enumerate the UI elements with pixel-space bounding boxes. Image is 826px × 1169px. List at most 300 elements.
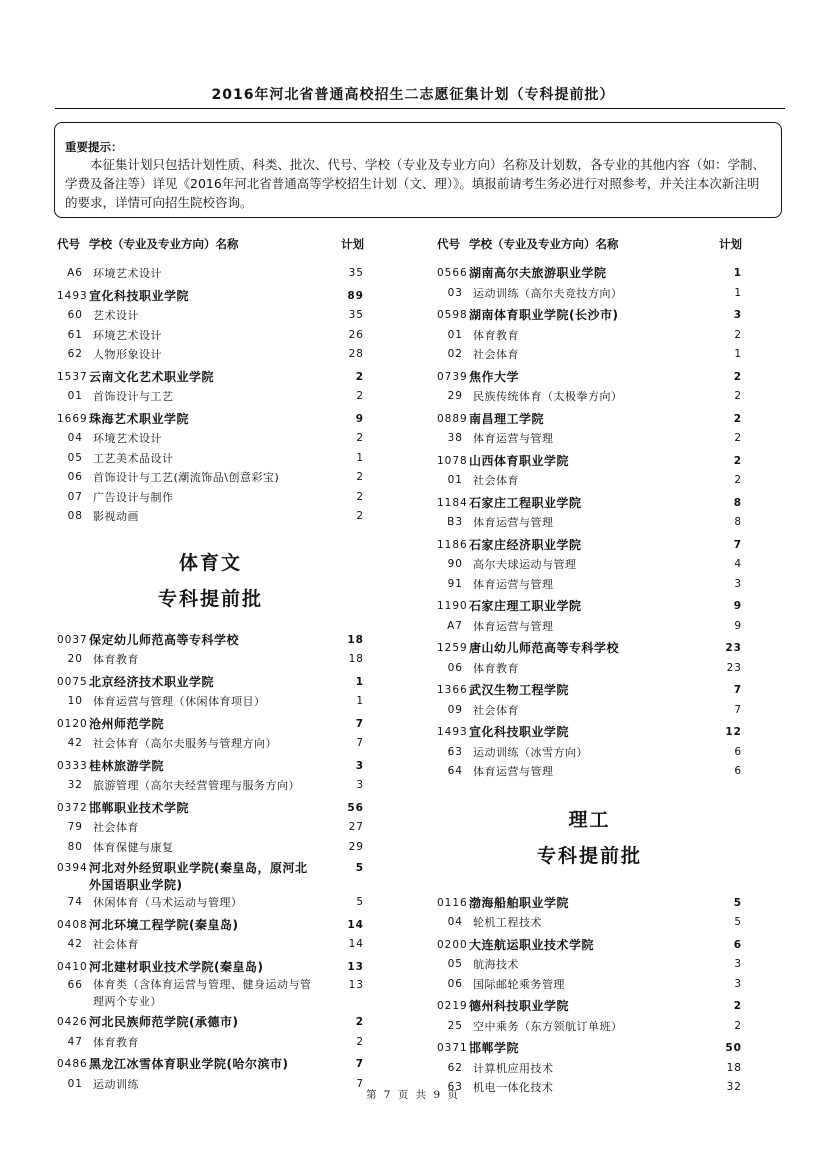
- plan-cell: 2: [734, 432, 742, 444]
- name-cell: 云南文化艺术职业学院: [89, 369, 215, 384]
- section-heading-pe-arts: [57, 527, 364, 631]
- name-cell: 大连航运职业技术学院: [469, 937, 595, 952]
- major-row: [437, 1017, 742, 1037]
- code-cell: 0120: [57, 717, 88, 730]
- notice-heading: 重要提示：: [65, 140, 123, 154]
- plan-cell: 18: [347, 633, 364, 646]
- column-header: [437, 236, 742, 254]
- code-cell: 0394: [57, 862, 88, 874]
- name-cell: 桂林旅游学院: [89, 758, 165, 773]
- code-cell: 02: [447, 348, 463, 360]
- school-row: [437, 264, 742, 284]
- name-cell: 珠海艺术职业学院: [89, 411, 190, 426]
- left-list-1: [57, 264, 364, 527]
- code-cell: 0371: [437, 1042, 468, 1054]
- header-code: 代号: [57, 237, 80, 251]
- major-row: [57, 429, 364, 449]
- code-cell: 0333: [57, 759, 88, 772]
- school-row: [437, 1039, 742, 1059]
- name-cell: 体育教育: [93, 1035, 139, 1049]
- name-cell: 体育运营与管理: [473, 516, 554, 529]
- major-row: [437, 284, 742, 304]
- school-row: [57, 958, 364, 978]
- code-cell: B3: [447, 516, 463, 528]
- right-column: [437, 236, 742, 1098]
- plan-cell: 2: [356, 471, 364, 483]
- plan-cell: 89: [347, 289, 364, 302]
- name-cell: 体育运营与管理: [473, 765, 554, 778]
- code-cell: 63: [447, 1081, 463, 1093]
- section-batch: 专科提前批: [536, 844, 642, 867]
- code-cell: 62: [67, 348, 83, 360]
- plan-cell: 8: [734, 516, 742, 528]
- title-rule: [55, 108, 785, 109]
- section-batch: 专科提前批: [157, 587, 263, 610]
- plan-cell: 2: [734, 390, 742, 402]
- plan-cell: 26: [348, 328, 364, 341]
- code-cell: 64: [447, 765, 463, 777]
- code-cell: 06: [447, 661, 463, 674]
- name-cell: 体育运营与管理: [473, 619, 554, 633]
- school-row: [57, 1013, 364, 1033]
- name-cell: 人物形象设计: [93, 348, 162, 361]
- code-cell: A6: [67, 267, 83, 279]
- name-cell: 河北对外经贸职业学院(秦皇岛，原河北外国语职业学院): [89, 861, 308, 892]
- plan-cell: 8: [733, 496, 742, 509]
- name-cell: 渤海船舶职业学院: [469, 895, 570, 910]
- name-cell: 社会体育: [473, 348, 519, 361]
- plan-cell: 4: [734, 558, 742, 570]
- section-category: 体育文: [178, 551, 242, 574]
- plan-cell: 1: [356, 451, 364, 464]
- major-row: [437, 513, 742, 533]
- school-row: [57, 1055, 364, 1075]
- plan-cell: 14: [347, 918, 364, 931]
- name-cell: 首饰设计与工艺(潮流饰品\创意彩宝): [93, 471, 280, 484]
- plan-cell: 3: [734, 577, 742, 590]
- major-row: [437, 762, 742, 782]
- plan-cell: 2: [733, 454, 742, 467]
- plan-cell: 2: [355, 1016, 364, 1028]
- name-cell: 运动训练（高尔夫竞技方向）: [473, 286, 623, 300]
- name-cell: 计算机应用技术: [473, 1061, 554, 1075]
- code-cell: 01: [447, 474, 463, 486]
- plan-cell: 29: [348, 840, 364, 853]
- plan-cell: 23: [725, 642, 742, 654]
- major-row: [57, 650, 364, 670]
- school-row: [57, 287, 364, 307]
- plan-cell: 2: [356, 510, 364, 522]
- name-cell: 石家庄经济职业学院: [469, 537, 582, 552]
- code-cell: 0566: [437, 267, 468, 279]
- name-cell: 河北建材职业技术学院(秦皇岛): [89, 959, 264, 974]
- code-cell: 61: [67, 328, 83, 341]
- plan-cell: 18: [348, 653, 364, 665]
- column-header: [57, 236, 364, 254]
- name-cell: 社会体育: [93, 938, 139, 951]
- code-cell: 05: [67, 451, 83, 464]
- plan-cell: 6: [734, 745, 742, 758]
- right-list-2: [437, 894, 742, 1098]
- school-row: [437, 723, 742, 743]
- school-row: [57, 631, 364, 651]
- code-cell: 1259: [437, 642, 468, 654]
- code-cell: 1366: [437, 684, 468, 696]
- code-cell: 60: [67, 309, 83, 321]
- plan-cell: 5: [356, 896, 364, 908]
- name-cell: 唐山幼儿师范高等专科学校: [469, 641, 620, 655]
- major-row: [57, 387, 364, 407]
- name-cell: 首饰设计与工艺: [93, 390, 174, 403]
- plan-cell: 5: [355, 862, 364, 874]
- plan-cell: 35: [348, 267, 364, 279]
- plan-cell: 3: [734, 977, 742, 990]
- name-cell: 运动训练（冰雪方向）: [473, 745, 588, 759]
- name-cell: 德州科技职业学院: [469, 999, 570, 1013]
- major-row: [57, 935, 364, 955]
- major-row: [437, 575, 742, 595]
- plan-cell: 2: [734, 474, 742, 486]
- left-list-2: [57, 631, 364, 1095]
- major-row: [437, 387, 742, 407]
- plan-cell: 35: [348, 309, 364, 321]
- plan-cell: 28: [348, 348, 364, 360]
- code-cell: 1186: [437, 538, 468, 551]
- name-cell: 高尔夫球运动与管理: [473, 558, 577, 571]
- name-cell: 保定幼儿师范高等专科学校: [89, 632, 240, 647]
- plan-cell: 2: [733, 370, 742, 383]
- school-row: [57, 368, 364, 388]
- name-cell: 河北民族师范学院(承德市): [89, 1015, 239, 1029]
- school-row: [57, 860, 364, 893]
- name-cell: 国际邮轮乘务管理: [473, 977, 565, 991]
- header-code: 代号: [437, 237, 460, 251]
- name-cell: 邯郸职业技术学院: [89, 800, 190, 815]
- school-row: [57, 757, 364, 777]
- code-cell: 1669: [57, 412, 88, 425]
- name-cell: 社会体育（高尔夫服务与管理方向）: [93, 737, 277, 750]
- name-cell: 环境艺术设计: [93, 267, 162, 280]
- code-cell: 1493: [437, 726, 468, 738]
- major-row: [57, 345, 364, 365]
- name-cell: 民族传统体育（太极拳方向）: [473, 390, 623, 403]
- plan-cell: 2: [356, 390, 364, 402]
- plan-cell: 9: [733, 600, 742, 612]
- name-cell: 社会体育: [473, 474, 519, 487]
- plan-cell: 5: [733, 896, 742, 909]
- name-cell: 山西体育职业学院: [469, 453, 570, 468]
- plan-cell: 14: [348, 938, 364, 950]
- major-row: [437, 701, 742, 721]
- plan-cell: 2: [355, 370, 364, 383]
- name-cell: 轮机工程技术: [473, 916, 542, 929]
- plan-cell: 2: [733, 1000, 742, 1012]
- school-row: [57, 799, 364, 819]
- major-row: [437, 345, 742, 365]
- code-cell: 07: [67, 490, 83, 503]
- plan-cell: 7: [733, 538, 742, 551]
- name-cell: 运动训练: [93, 1077, 139, 1091]
- major-row: [57, 468, 364, 488]
- name-cell: 体育运营与管理（休闲体育项目）: [93, 695, 266, 708]
- plan-cell: 7: [356, 737, 364, 749]
- plan-cell: 23: [726, 661, 742, 674]
- code-cell: 04: [67, 432, 83, 444]
- name-cell: 空中乘务（东方领航订单班）: [473, 1019, 623, 1033]
- name-cell: 休闲体育（马术运动与管理）: [93, 896, 243, 909]
- major-row: [57, 838, 364, 858]
- name-cell: 社会体育: [93, 821, 139, 834]
- code-cell: A7: [447, 619, 463, 632]
- name-cell: 南昌理工学院: [469, 411, 545, 426]
- major-row: [57, 776, 364, 796]
- code-cell: 0426: [57, 1016, 88, 1028]
- code-cell: 04: [447, 916, 463, 928]
- notice-box: [54, 122, 782, 218]
- code-cell: 0116: [437, 896, 468, 909]
- school-row: [57, 673, 364, 693]
- left-column: [57, 236, 364, 1094]
- school-row: [57, 410, 364, 430]
- code-cell: 1184: [437, 496, 468, 509]
- name-cell: 体育保健与康复: [93, 840, 174, 854]
- code-cell: 0037: [57, 633, 88, 646]
- plan-cell: 2: [356, 432, 364, 444]
- plan-cell: 7: [733, 684, 742, 696]
- plan-cell: 6: [734, 765, 742, 777]
- code-cell: 80: [67, 840, 83, 853]
- name-cell: 体育类（含体育运营与管理、健身运动与管理两个专业）: [93, 978, 312, 1008]
- header-plan: 计划: [341, 237, 364, 251]
- code-cell: 32: [67, 779, 83, 791]
- name-cell: 石家庄工程职业学院: [469, 495, 582, 510]
- name-cell: 广告设计与制作: [93, 490, 174, 504]
- page-title: 2016年河北省普通高校招生二志愿征集计划（专科提前批）: [211, 87, 615, 103]
- plan-cell: 27: [348, 821, 364, 833]
- name-cell: 体育教育: [473, 328, 519, 342]
- code-cell: 0219: [437, 1000, 468, 1012]
- major-row: [437, 913, 742, 933]
- plan-cell: 6: [733, 938, 742, 951]
- name-cell: 环境艺术设计: [93, 432, 162, 445]
- code-cell: 06: [447, 977, 463, 990]
- plan-cell: 1: [734, 286, 742, 299]
- school-row: [57, 715, 364, 735]
- major-row: [57, 734, 364, 754]
- plan-cell: 9: [355, 412, 364, 425]
- major-row: [57, 977, 364, 1010]
- plan-cell: 7: [355, 1058, 364, 1070]
- school-row: [437, 536, 742, 556]
- school-row: [437, 597, 742, 617]
- name-cell: 黑龙江冰雪体育职业学院(哈尔滨市): [89, 1057, 289, 1071]
- plan-cell: 1: [356, 695, 364, 707]
- major-row: [437, 743, 742, 763]
- code-cell: 79: [67, 821, 83, 833]
- name-cell: 艺术设计: [93, 309, 139, 322]
- code-cell: 25: [447, 1019, 463, 1032]
- section-heading-science: [437, 782, 742, 888]
- code-cell: 1537: [57, 370, 88, 383]
- code-cell: 0200: [437, 938, 468, 951]
- section-category: 理工: [568, 808, 611, 831]
- name-cell: 影视动画: [93, 510, 139, 523]
- major-row: [57, 893, 364, 913]
- major-row: [57, 507, 364, 527]
- right-list-1: [437, 264, 742, 782]
- plan-cell: 3: [734, 958, 742, 970]
- page-footer: 第 7 页 共 9 页: [365, 1089, 461, 1101]
- name-cell: 邯郸学院: [469, 1041, 520, 1055]
- code-cell: 0486: [57, 1058, 88, 1070]
- school-row: [437, 368, 742, 388]
- code-cell: 47: [67, 1035, 83, 1048]
- name-cell: 北京经济技术职业学院: [89, 674, 215, 689]
- header-plan: 计划: [719, 237, 742, 251]
- name-cell: 体育教育: [473, 661, 519, 675]
- code-cell: 0739: [437, 370, 468, 383]
- code-cell: 01: [67, 1077, 83, 1090]
- name-cell: 体育运营与管理: [473, 432, 554, 445]
- code-cell: 1493: [57, 289, 88, 302]
- code-cell: 0408: [57, 918, 88, 931]
- code-cell: 01: [67, 390, 83, 402]
- name-cell: 湖南高尔夫旅游职业学院: [469, 266, 607, 280]
- code-cell: 63: [447, 745, 463, 758]
- name-cell: 宣化科技职业学院: [469, 725, 570, 739]
- major-row: [57, 692, 364, 712]
- plan-cell: 7: [356, 1077, 364, 1090]
- school-row: [437, 494, 742, 514]
- code-cell: 01: [447, 328, 463, 341]
- code-cell: 08: [67, 510, 83, 522]
- plan-cell: 12: [725, 726, 742, 738]
- plan-cell: 1: [734, 348, 742, 360]
- plan-cell: 2: [733, 412, 742, 425]
- major-row: [57, 488, 364, 508]
- major-row: [57, 449, 364, 469]
- school-row: [437, 452, 742, 472]
- name-cell: 体育运营与管理: [473, 577, 554, 591]
- plan-cell: 7: [734, 703, 742, 716]
- major-row: [437, 975, 742, 995]
- name-cell: 石家庄理工职业学院: [469, 599, 582, 613]
- code-cell: 42: [67, 938, 83, 950]
- name-cell: 工艺美术品设计: [93, 451, 174, 465]
- code-cell: 0075: [57, 675, 88, 688]
- major-row: [57, 818, 364, 838]
- school-row: [437, 997, 742, 1017]
- plan-cell: 18: [726, 1061, 742, 1074]
- major-row: [57, 326, 364, 346]
- name-cell: 旅游管理（高尔夫经营管理与服务方向）: [93, 779, 300, 792]
- plan-cell: 5: [734, 916, 742, 928]
- name-cell: 环境艺术设计: [93, 328, 162, 342]
- code-cell: 29: [447, 390, 463, 402]
- plan-cell: 3: [733, 309, 742, 321]
- name-cell: 宣化科技职业学院: [89, 288, 190, 303]
- major-row: [57, 264, 364, 284]
- code-cell: 20: [67, 653, 83, 665]
- code-cell: 0598: [437, 309, 468, 321]
- code-cell: 0410: [57, 960, 88, 973]
- code-cell: 0372: [57, 801, 88, 814]
- code-cell: 90: [447, 558, 463, 570]
- code-cell: 91: [447, 577, 463, 590]
- plan-cell: 2: [734, 328, 742, 341]
- name-cell: 沧州师范学院: [89, 716, 165, 731]
- school-row: [437, 639, 742, 659]
- plan-cell: 1: [733, 267, 742, 279]
- notice-body: 本征集计划只包括计划性质、科类、批次、代号、学校（专业及专业方向）名称及计划数，各专业的其他内容（如：学制、学费及备注等）详见《2016年河北省普通高等学校招生计划（文、理）》。填报前请考生务必进行对照参考，并关注本次新注明的要求，详情可向招生院校咨询。: [65, 157, 766, 210]
- plan-cell: 3: [356, 779, 364, 791]
- code-cell: 03: [447, 286, 463, 299]
- plan-cell: 50: [725, 1042, 742, 1054]
- name-cell: 湖南体育职业学院(长沙市): [469, 308, 619, 322]
- school-row: [437, 681, 742, 701]
- code-cell: 05: [447, 958, 463, 970]
- major-row: [57, 306, 364, 326]
- plan-cell: 1: [355, 675, 364, 688]
- major-row: [57, 1033, 364, 1053]
- major-row: [437, 617, 742, 637]
- code-cell: 62: [447, 1061, 463, 1074]
- code-cell: 09: [447, 703, 463, 716]
- school-row: [437, 936, 742, 956]
- code-cell: 06: [67, 471, 83, 483]
- code-cell: 42: [67, 737, 83, 749]
- header-name: 学校（专业及专业方向）名称: [89, 237, 239, 251]
- major-row: [437, 955, 742, 975]
- school-row: [57, 916, 364, 936]
- plan-cell: 56: [347, 801, 364, 814]
- header-name: 学校（专业及专业方向）名称: [469, 237, 619, 251]
- code-cell: 0889: [437, 412, 468, 425]
- plan-cell: 13: [347, 960, 364, 973]
- name-cell: 社会体育: [473, 703, 519, 717]
- major-row: [437, 555, 742, 575]
- plan-cell: 2: [734, 1019, 742, 1032]
- name-cell: 武汉生物工程学院: [469, 683, 570, 697]
- code-cell: 66: [67, 979, 83, 991]
- plan-cell: 2: [356, 490, 364, 503]
- major-row: [437, 1059, 742, 1079]
- major-row: [437, 471, 742, 491]
- major-row: [437, 326, 742, 346]
- plan-cell: 7: [355, 717, 364, 730]
- code-cell: 74: [67, 896, 83, 908]
- plan-cell: 3: [355, 759, 364, 772]
- major-row: [437, 659, 742, 679]
- code-cell: 1078: [437, 454, 468, 467]
- code-cell: 38: [447, 432, 463, 444]
- plan-cell: 9: [734, 619, 742, 632]
- name-cell: 体育教育: [93, 653, 139, 666]
- name-cell: 机电一体化技术: [473, 1081, 554, 1094]
- plan-cell: 2: [356, 1035, 364, 1048]
- plan-cell: 32: [726, 1081, 742, 1093]
- name-cell: 航海技术: [473, 958, 519, 971]
- school-row: [437, 306, 742, 326]
- name-cell: 焦作大学: [469, 369, 520, 384]
- plan-cell: 13: [348, 979, 364, 991]
- school-row: [437, 894, 742, 914]
- school-row: [437, 410, 742, 430]
- major-row: [437, 429, 742, 449]
- code-cell: 10: [67, 695, 83, 707]
- code-cell: 1190: [437, 600, 468, 612]
- name-cell: 河北环境工程学院(秦皇岛): [89, 917, 239, 932]
